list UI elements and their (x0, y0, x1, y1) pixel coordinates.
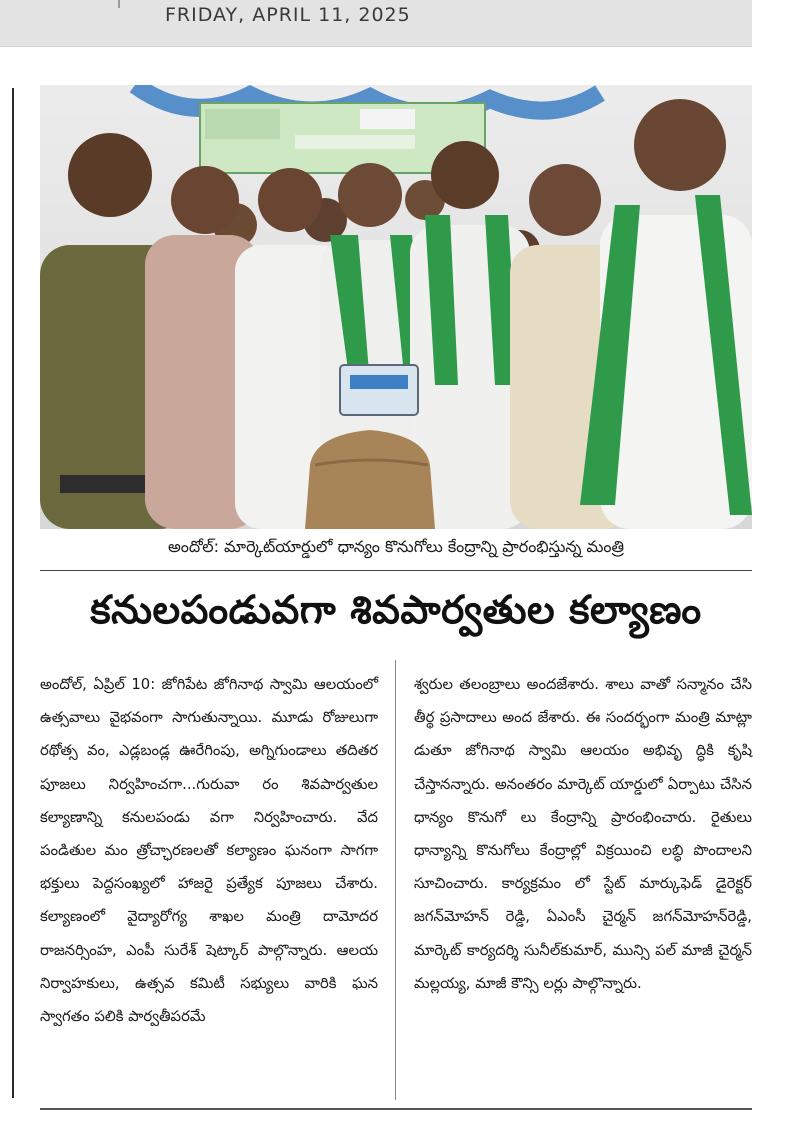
issue-date: FRIDAY, APRIL 11, 2025 (165, 4, 411, 26)
bottom-rule (40, 1108, 752, 1110)
article-headline: కనులపండువగా శివపార్వతుల కల్యాణం (90, 588, 702, 633)
header-divider-tick (118, 0, 120, 8)
photo-caption: అందోల్: మార్కెట్‌యార్డులో ధాన్యం కొనుగోలు కేంద్రాన్ని ప్రారంభిస్తున్న మంత్రి (167, 537, 625, 556)
left-column-rule (12, 88, 14, 1098)
news-photo-illustration (40, 85, 752, 529)
date-header-band (0, 0, 752, 47)
article-column-1 (40, 668, 378, 1033)
caption-rule (40, 570, 752, 571)
article-column-2 (414, 668, 752, 1000)
article-body-column-2: శ్వరుల తలంబ్రాలు అందజేశారు. శాలు వాతో సన్మానం చేసి తీర్థ ప్రసాదాలు అంద జేశారు. ఈ సందర్భంగా మంత్రి మాట్లా డుతూ జోగినాథ స్వామి ఆలయం అభివృ ద్ధికి కృషి చేస్తానన్నారు. అనంతరం మార్కెట్ యార్డులో ఏర్పాటు చేసిన ధాన్యం కొనుగో లు కేంద్రాన్ని ప్రారంభించారు. రైతులు ధాన్యాన్ని కొనుగోలు కేంద్రాల్లో విక్రయించి లబ్ధి పొందాలని సూచించారు. కార్యక్రమం లో స్టేట్ మార్కుఫెడ్ డైరెక్టర్ జగన్‌మోహన్ రెడ్డి, ఏఎంసీ చైర్మన్ జగన్‌మోహన్‌రెడ్డి, మార్కెట్ కార్యదర్శి సునీల్‌కుమార్, మున్సి పల్ మాజీ చైర్మన్ మల్లయ్య, మాజీ కౌన్సి లర్లు పాల్గొన్నారు. (414, 676, 752, 992)
article-body-column-1: అందోల్, ఏప్రిల్ 10: జోగిపేట జోగినాథ స్వామి ఆలయంలో ఉత్సవాలు వైభవంగా సాగుతున్నాయి. మూడు రోజులుగా రథోత్స వం, ఎడ్లబండ్ల ఊరేగింపు, అగ్నిగుండాలు తదితర పూజలు నిర్వహించగా...గురువా రం శివపార్వతుల కల్యాణాన్ని కనులపండు వగా నిర్వహించారు. వేద పండితుల మం త్రోచ్ఛారణలతో కల్యాణం ఘనంగా సాగగా భక్తులు పెద్దసంఖ్యలో హాజరై ప్రత్యేక పూజలు చేశారు. కల్యాణంలో వైద్యారోగ్య శాఖల మంత్రి దామోదర రాజనర్సింహ, ఎంపీ సురేశ్ షెట్కార్ పాల్గొన్నారు. ఆలయ నిర్వాహకులు, ఉత్సవ కమిటీ సభ్యులు వారికి ఘన స్వాగతం పలికి పార్వతీపరమే (40, 676, 378, 1026)
news-photo (40, 85, 752, 529)
column-divider (395, 660, 396, 1100)
